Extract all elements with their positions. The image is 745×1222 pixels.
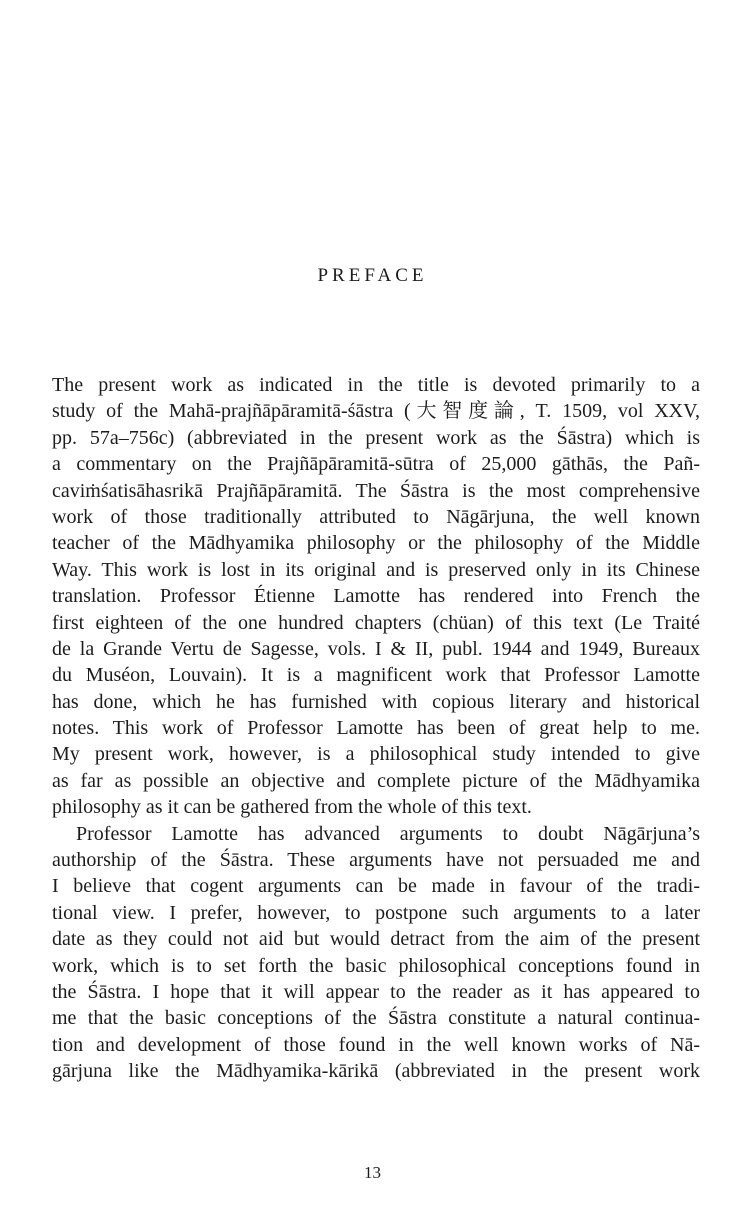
text-line: date as they could not aid but would detract from the aim of the present bbox=[52, 928, 700, 951]
text-line: de la Grande Vertu de Sagesse, vols. I & II, publ. 1944 and 1949, Bureaux bbox=[52, 637, 700, 660]
text-line: tion and development of those found in the well known works of Nā- bbox=[52, 1033, 700, 1056]
text-line: gārjuna like the Mādhyamika-kārikā (abbreviated in the present work bbox=[52, 1060, 700, 1083]
text-line: as far as possible an objective and complete picture of the Mādhyamika bbox=[52, 769, 700, 792]
text-line: a commentary on the Prajñāpāramitā-sūtra of 25,000 gāthās, the Pañ- bbox=[52, 453, 700, 476]
page-number: 13 bbox=[364, 1163, 381, 1182]
text-line: Way. This work is lost in its original and is preserved only in its Chinese bbox=[52, 558, 700, 581]
text-line: notes. This work of Professor Lamotte has been of great help to me. bbox=[52, 717, 700, 740]
text-line: the Śāstra. I hope that it will appear to the reader as it has appeared to bbox=[52, 980, 700, 1003]
text-line: philosophy as it can be gathered from the whole of this text. bbox=[52, 796, 532, 819]
text-line: du Muséon, Louvain). It is a magnificent work that Professor Lamotte bbox=[52, 664, 700, 687]
text-line: Professor Lamotte has advanced arguments to doubt Nāgārjuna’s bbox=[76, 822, 700, 845]
text-line: The present work as indicated in the title is devoted primarily to a bbox=[52, 374, 700, 396]
text-line: first eighteen of the one hundred chapters (chüan) of this text (Le Traité bbox=[52, 611, 700, 634]
text-line: teacher of the Mādhyamika philosophy or the philosophy of the Middle bbox=[52, 532, 700, 555]
text-line: translation. Professor Étienne Lamotte has rendered into French the bbox=[52, 585, 700, 608]
preface-body bbox=[52, 372, 700, 1085]
text-line: caviṁśatisāhasrikā Prajñāpāramitā. The Śāstra is the most comprehensive bbox=[52, 479, 700, 502]
text-line: work, which is to set forth the basic philosophical conceptions found in bbox=[52, 954, 700, 977]
text-line: I believe that cogent arguments can be made in favour of the tradi- bbox=[52, 875, 700, 898]
text-line: My present work, however, is a philosophical study intended to give bbox=[52, 743, 700, 766]
text-line: pp. 57a–756c) (abbreviated in the present work as the Śāstra) which is bbox=[52, 426, 700, 449]
preface-heading: PREFACE bbox=[317, 265, 428, 286]
text-line: me that the basic conceptions of the Śāstra constitute a natural continua- bbox=[52, 1007, 700, 1030]
text-line: has done, which he has furnished with copious literary and historical bbox=[52, 690, 700, 713]
text-line: work of those traditionally attributed to Nāgārjuna, the well known bbox=[52, 505, 700, 528]
text-line: authorship of the Śāstra. These arguments have not persuaded me and bbox=[52, 849, 700, 872]
text-line: tional view. I prefer, however, to postpone such arguments to a later bbox=[52, 901, 700, 924]
text-line: study of the Mahā-prajñāpāramitā-śāstra (大智度論, T. 1509, vol XXV, bbox=[52, 400, 700, 423]
